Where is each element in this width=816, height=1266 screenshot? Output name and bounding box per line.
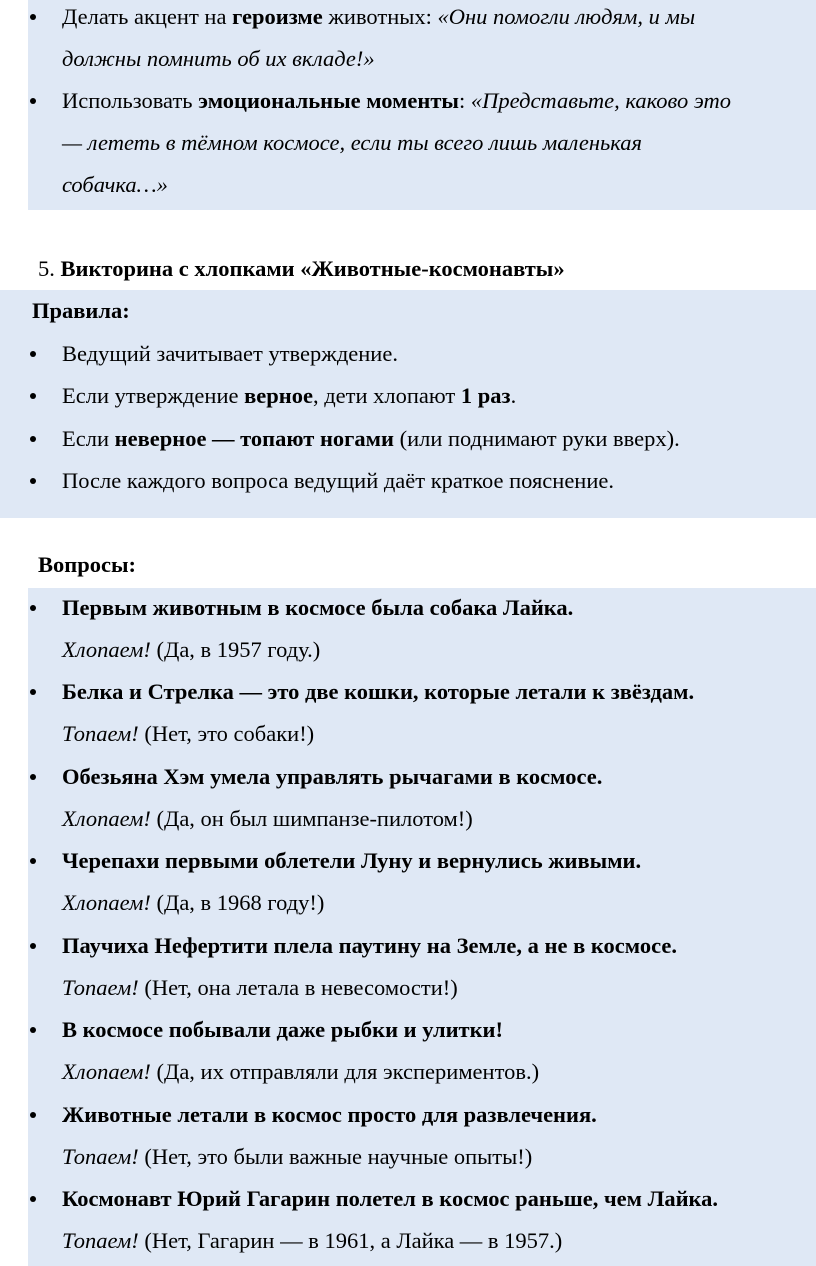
bullet-icon bbox=[30, 774, 36, 780]
section-number: 5. bbox=[38, 256, 55, 281]
section-heading bbox=[38, 258, 565, 281]
bullet-icon bbox=[30, 351, 36, 357]
bullet-icon bbox=[30, 98, 36, 104]
bullet-icon bbox=[30, 14, 36, 20]
bullet-icon bbox=[30, 605, 36, 611]
bullet-icon bbox=[30, 436, 36, 442]
bullet-icon bbox=[30, 393, 36, 399]
bullet-icon bbox=[30, 858, 36, 864]
bullet-icon bbox=[30, 1027, 36, 1033]
bullet-icon bbox=[30, 1196, 36, 1202]
bullet-icon bbox=[30, 478, 36, 484]
bullet-icon bbox=[30, 1112, 36, 1118]
bullet-icon bbox=[30, 689, 36, 695]
section-title: Викторина с хлопками «Животные-космонавты» bbox=[60, 256, 565, 281]
bullet-icon bbox=[30, 943, 36, 949]
rules-label: Правила: bbox=[32, 298, 130, 323]
questions-label: Вопросы: bbox=[38, 552, 137, 577]
